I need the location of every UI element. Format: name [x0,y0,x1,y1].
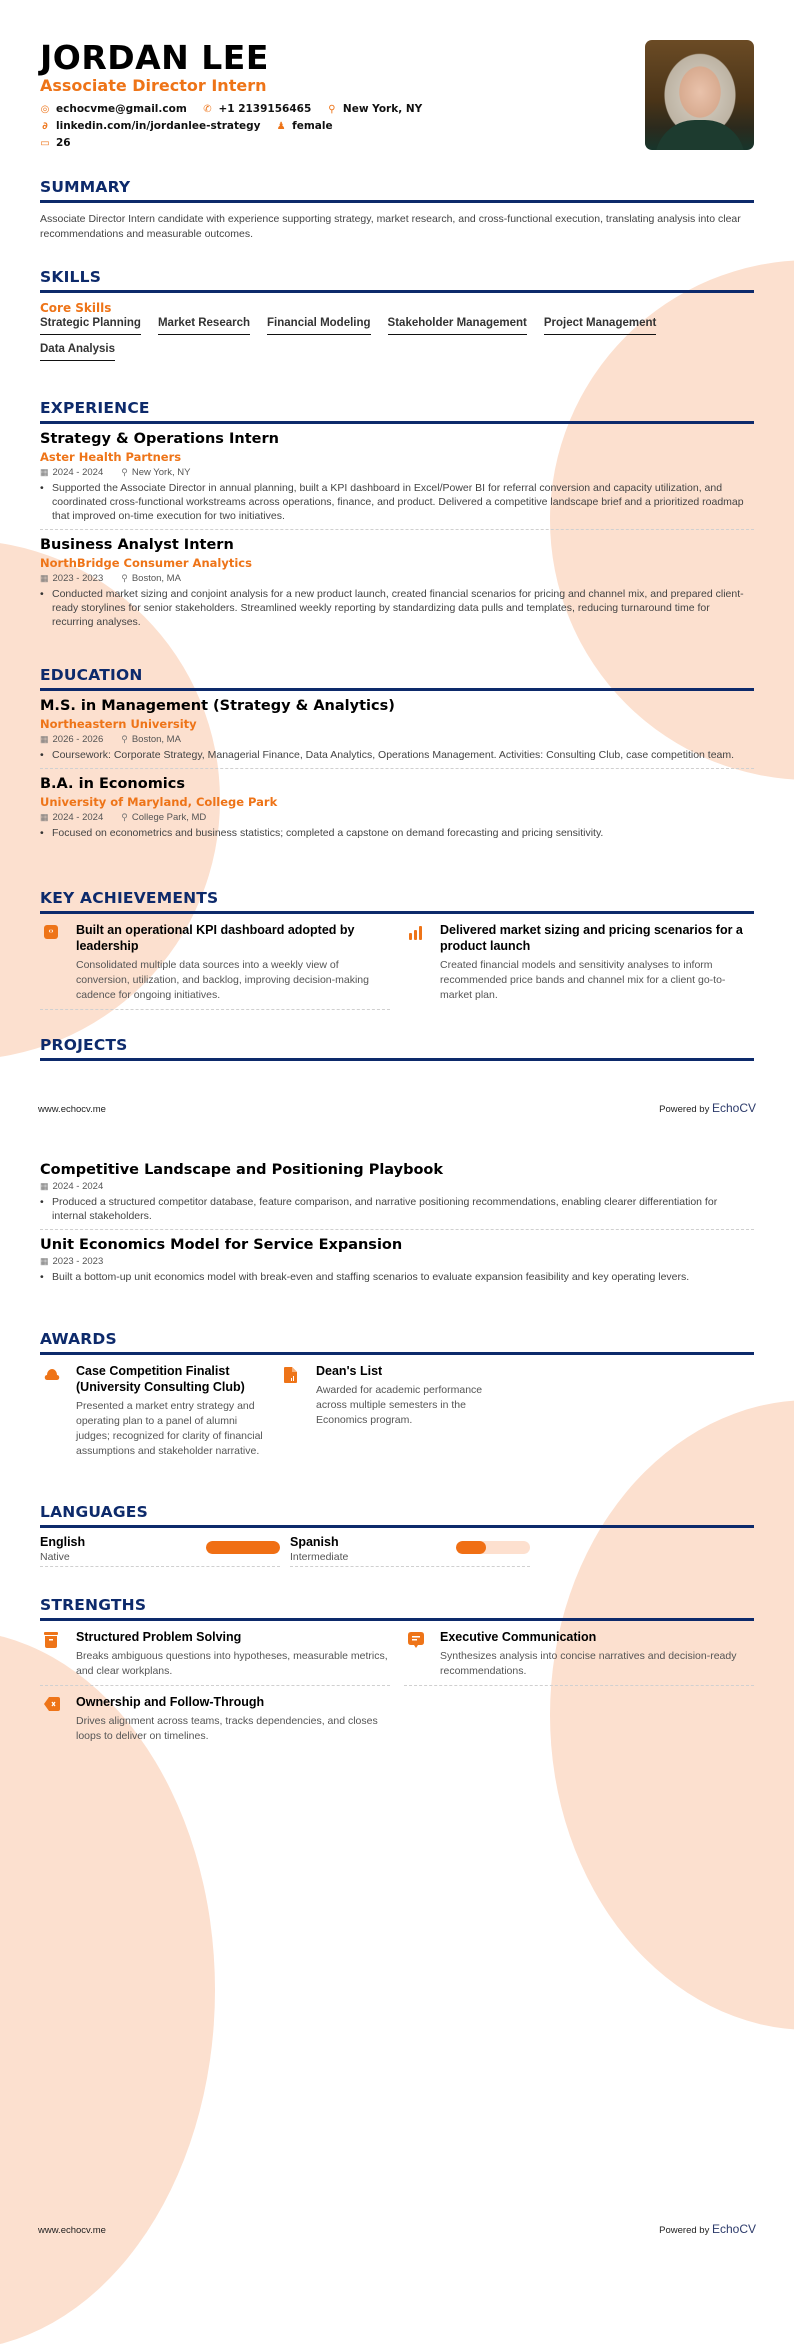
experience-section [40,399,754,635]
location-pin-icon: ⚲ [121,811,128,822]
skill-tag: Project Management [544,317,656,335]
language-list [40,1535,754,1567]
section-heading: PROJECTS [40,1036,128,1054]
link-icon: ∂ [42,121,48,132]
entry-meta: ▦ 2023 - 2023 ⚲ Boston, MA [40,572,181,584]
entry-bullet: • Supported the Associate Director in annual planning, built a KPI dashboard in Excel/Power BI for referral conversion and capacity utilization, and coordinated cross-functional workstreams across operations, finance, and product. Delivered a competitive landscape brief and a prioritized roadmap that improved on-time execution for two initiatives. [40,481,754,523]
document-chart-icon [284,1367,297,1383]
backspace-icon [44,1697,60,1711]
language-name: Spanish [290,1534,339,1549]
section-heading: KEY ACHIEVEMENTS [40,889,219,907]
job-title: Strategy & Operations Intern [40,430,279,447]
section-divider [40,688,754,691]
strength-desc: Synthesizes analysis into concise narratives and decision-ready recommendations. [440,1649,737,1677]
languages-section [40,1503,754,1567]
cloud-icon [44,1367,60,1381]
experience-entry [40,537,754,635]
page-footer [38,1101,756,1115]
award-card [280,1363,520,1459]
section-divider [40,1525,754,1528]
language-item [290,1535,530,1567]
footer-site-link[interactable]: www.echocv.me [38,1104,106,1115]
contact-age: ▭ 26 [40,135,71,152]
achievement-list [40,922,754,1010]
contact-location: ⚲ New York, NY [327,101,422,118]
section-divider [40,911,754,914]
language-name: English [40,1534,86,1549]
contact-gender: ♟ female [276,118,332,135]
section-heading: EXPERIENCE [40,399,150,417]
location-pin-icon: ⚲ [328,104,336,115]
awards-section [40,1330,754,1459]
strength-card [404,1629,754,1686]
award-desc: Awarded for academic performance across multiple semesters in the Economics program. [316,1383,483,1426]
award-title: Dean's List [316,1363,383,1378]
brand-logo[interactable]: EchoCV [711,2222,756,2236]
section-heading: SKILLS [40,268,102,286]
company-name: NorthBridge Consumer Analytics [40,555,252,570]
section-divider [40,1618,754,1621]
project-entry [40,1162,754,1230]
entry-bullet: • Built a bottom-up unit economics model with break-even and staffing scenarios to evaluate expansion feasibility and key operating levers. [40,1270,754,1284]
school-name: Northeastern University [40,716,197,731]
strength-title: Ownership and Follow-Through [76,1694,265,1709]
project-title: Unit Economics Model for Service Expansion [40,1237,403,1253]
location-pin-icon: ⚲ [121,572,128,583]
language-level: Intermediate [290,1550,349,1563]
skill-group-label: Core Skills [40,300,112,315]
achievements-section [40,889,754,1010]
candidate-name: JORDAN LEE [40,38,269,77]
award-card [40,1363,280,1459]
education-entry [40,776,754,846]
section-divider [40,421,754,424]
person-icon: ♟ [276,121,286,132]
archive-box-icon [44,1632,58,1648]
bar-chart-icon [408,925,424,941]
footer-powered-by: Powered by EchoCV [659,1101,756,1115]
strength-list [40,1629,754,1750]
entry-meta: ▦ 2024 - 2024 [40,1181,104,1192]
education-entry [40,698,754,769]
section-heading: STRENGTHS [40,1596,147,1614]
section-divider [40,1058,754,1061]
experience-entry [40,431,754,530]
strength-desc: Breaks ambiguous questions into hypotheses, measurable metrics, and clear workplans. [76,1649,388,1677]
entry-bullet: • Conducted market sizing and conjoint analysis for a new product launch, created financial scenarios for pricing and channel mix, and prepared client-ready storylines for senior stakeholders. Streamlined weekly reporting by standardizing data pulls and templates, reducing turnaround time for recurring analyses. [40,587,754,629]
award-list [40,1363,754,1459]
entry-bullet: • Focused on econometrics and business statistics; completed a capstone on demand forecasting and pricing sensitivity. [40,826,754,840]
project-title: Competitive Landscape and Positioning Playbook [40,1162,444,1178]
achievement-title: Delivered market sizing and pricing scenarios for a product launch [440,922,743,953]
contact-phone[interactable]: ✆ +1 2139156465 [202,101,311,118]
school-name: University of Maryland, College Park [40,794,278,809]
company-name: Aster Health Partners [40,449,182,464]
skill-tag: Financial Modeling [267,317,371,335]
chat-bubble-icon [408,1632,424,1649]
section-divider [40,1352,754,1355]
achievement-title: Built an operational KPI dashboard adopted by leadership [76,922,355,953]
entry-meta: ▦ 2024 - 2024 ⚲ College Park, MD [40,811,207,823]
location-pin-icon: ⚲ [121,466,128,477]
brand-logo[interactable]: EchoCV [711,1101,756,1115]
strength-title: Structured Problem Solving [76,1629,242,1644]
education-section [40,666,754,846]
location-pin-icon: ⚲ [121,733,128,744]
projects-section [40,1036,754,1061]
skills-section [40,268,754,369]
footer-powered-by: Powered by EchoCV [659,2222,756,2236]
proficiency-bar [206,1541,280,1554]
entry-bullet: • Produced a structured competitor database, feature comparison, and narrative positioning recommendations, enabling clearer differentiation for internal stakeholders. [40,1195,754,1223]
footer-site-link[interactable]: www.echocv.me [38,2225,106,2236]
profile-photo [645,40,754,150]
contact-list [40,101,640,152]
proficiency-bar [456,1541,530,1554]
strengths-section [40,1596,754,1750]
skill-list [40,317,754,369]
calendar-icon: ▦ [40,572,49,583]
strength-title: Executive Communication [440,1629,597,1644]
achievement-card [40,922,390,1010]
section-heading: LANGUAGES [40,1503,148,1521]
achievement-desc: Consolidated multiple data sources into a weekly view of conversion, utilization, and backlog, improving decision-making cadence for ongoing initiatives. [76,958,369,1001]
language-item [40,1535,280,1567]
summary-section [40,178,754,242]
strength-card [40,1694,390,1750]
calendar-icon: ▦ [40,811,49,822]
strength-desc: Drives alignment across teams, tracks dependencies, and closes loops to deliver on timelines. [76,1714,378,1742]
contact-linkedin[interactable]: ∂ linkedin.com/in/jordanlee-strategy [40,118,261,135]
section-heading: EDUCATION [40,666,143,684]
skill-tag: Stakeholder Management [388,317,527,335]
section-heading: AWARDS [40,1330,117,1348]
degree-title: B.A. in Economics [40,775,185,792]
section-divider [40,200,754,203]
resume-header [0,0,794,170]
job-title: Business Analyst Intern [40,536,234,553]
achievement-desc: Created financial models and sensitivity analyses to inform recommended price bands and channel mix for a client go-to-market plan. [440,958,726,1001]
section-divider [40,290,754,293]
calendar-icon: ▦ [40,733,49,744]
calendar-icon: ▭ [40,138,50,149]
calendar-icon: ▦ [40,1256,49,1266]
summary-text: Associate Director Intern candidate with experience supporting strategy, market research, and cross-functional execution, translating analysis into clear recommendations and measurable outcomes. [40,212,741,240]
section-heading: SUMMARY [40,178,131,196]
entry-bullet: • Coursework: Corporate Strategy, Managerial Finance, Data Analytics, Operations Management. Activities: Consulting Club, case competition team. [40,748,754,762]
proficiency-fill [206,1541,280,1554]
entry-meta: ▦ 2026 - 2026 ⚲ Boston, MA [40,733,181,745]
degree-title: M.S. in Management (Strategy & Analytics) [40,697,395,714]
skill-tag: Strategic Planning [40,317,141,335]
award-desc: Presented a market entry strategy and operating plan to a panel of alumni judges; recognized for clarity of financial assumptions and stakeholder narrative. [76,1399,263,1457]
entry-meta: ▦ 2023 - 2023 [40,1256,104,1267]
projects-list [40,1155,754,1290]
language-level: Native [40,1550,70,1563]
candidate-title: Associate Director Intern [40,76,267,95]
strength-card [40,1629,390,1686]
entry-meta: ▦ 2024 - 2024 ⚲ New York, NY [40,466,191,478]
contact-email[interactable]: ◎ echocvme@gmail.com [40,101,187,118]
calendar-icon: ▦ [40,466,49,477]
project-entry [40,1237,754,1290]
page-footer [38,2222,756,2236]
phone-icon: ✆ [203,104,212,115]
calendar-icon: ▦ [40,1181,49,1191]
code-icon: ‹› [44,925,58,939]
achievement-card [404,922,754,1010]
award-title: Case Competition Finalist (University Consulting Club) [76,1363,245,1394]
skill-tag: Market Research [158,317,250,335]
at-icon: ◎ [40,104,50,115]
skill-tag: Data Analysis [40,343,115,361]
proficiency-fill [456,1541,486,1554]
